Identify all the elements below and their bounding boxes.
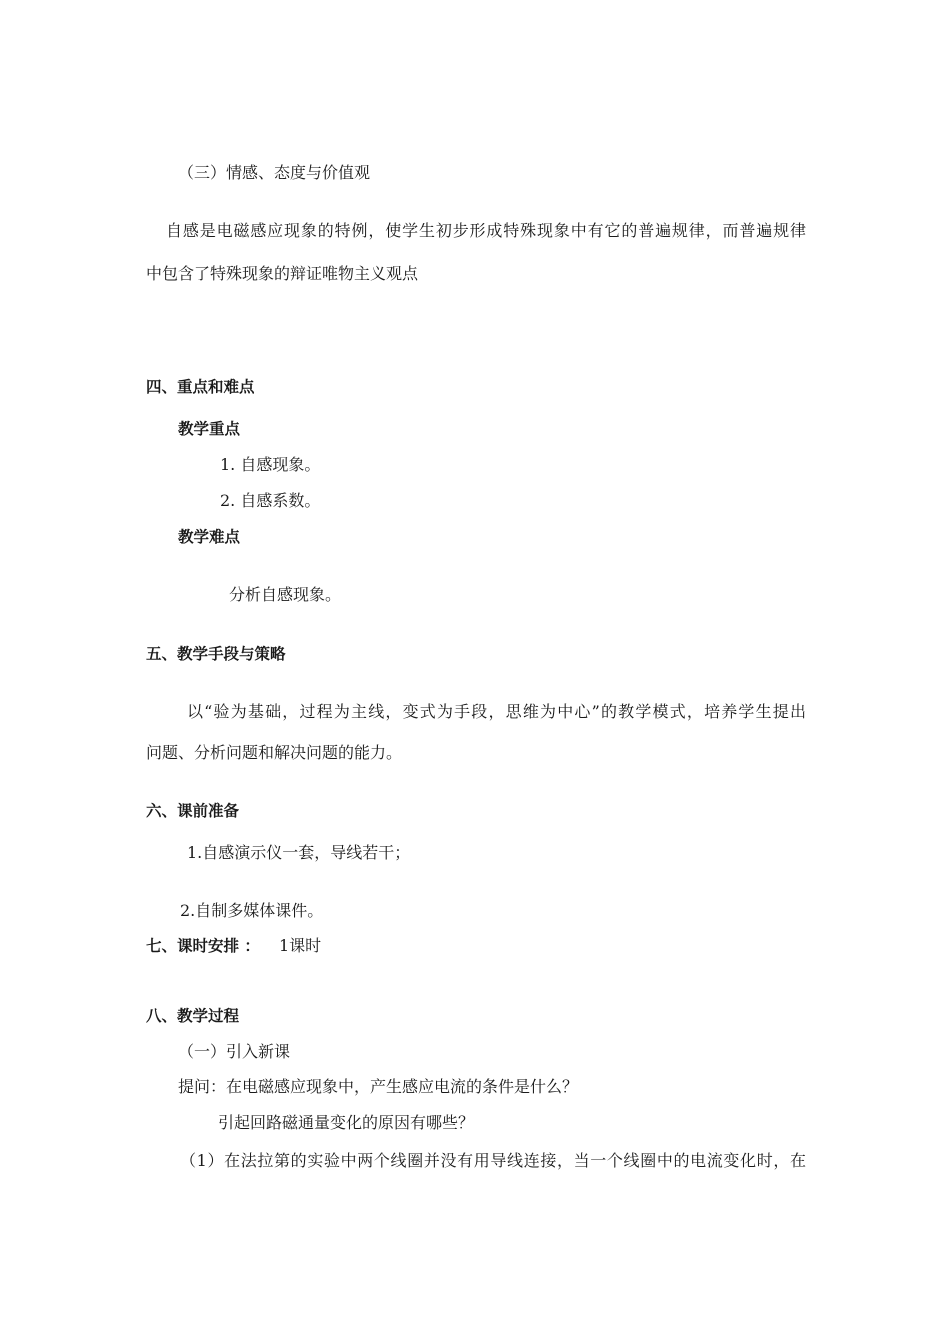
- key-point-item: 2. 自感系数。: [220, 491, 321, 510]
- question-text: 提问：在电磁感应现象中，产生感应电流的条件是什么？: [178, 1077, 579, 1096]
- process-item-line: （1）在法拉第的实验中两个线圈并没有用导线连接，当一个线圈中的电流变化时，在: [180, 1151, 806, 1170]
- key-point-item: 1. 自感现象。: [220, 455, 321, 474]
- question-text: 引起回路磁通量变化的原因有哪些？: [218, 1113, 475, 1132]
- preparation-item: 2.自制多媒体课件。: [180, 901, 324, 920]
- difficulty-text: 分析自感现象。: [229, 585, 342, 604]
- paragraph-line: 问题、分析问题和解决问题的能力。: [146, 743, 403, 762]
- section-title-key-points: 四、重点和难点: [146, 378, 255, 396]
- key-points-label: 教学重点: [178, 420, 241, 438]
- section-title-preparation: 六、课前准备: [146, 802, 240, 820]
- section-title-methods: 五、教学手段与策略: [146, 645, 286, 663]
- preparation-item: 1.自感演示仪一套，导线若干；: [187, 843, 411, 862]
- paragraph-line: 自感是电磁感应现象的特例，使学生初步形成特殊现象中有它的普遍规律，而普遍规律: [166, 221, 806, 240]
- difficulty-label: 教学难点: [178, 528, 241, 546]
- subsection-title-intro: （一）引入新课: [178, 1042, 291, 1061]
- subsection-title-affect-attitude-values: （三）情感、态度与价值观: [178, 163, 371, 182]
- paragraph-line: 以“验为基础，过程为主线，变式为手段，思维为中心”的教学模式，培养学生提出: [187, 702, 806, 721]
- paragraph-line: 中包含了特殊现象的辩证唯物主义观点: [146, 264, 419, 283]
- section-title-teaching-process: 八、教学过程: [146, 1007, 240, 1025]
- schedule-value: 1课时: [279, 936, 322, 955]
- section-title-schedule: 七、课时安排 ：: [146, 937, 260, 955]
